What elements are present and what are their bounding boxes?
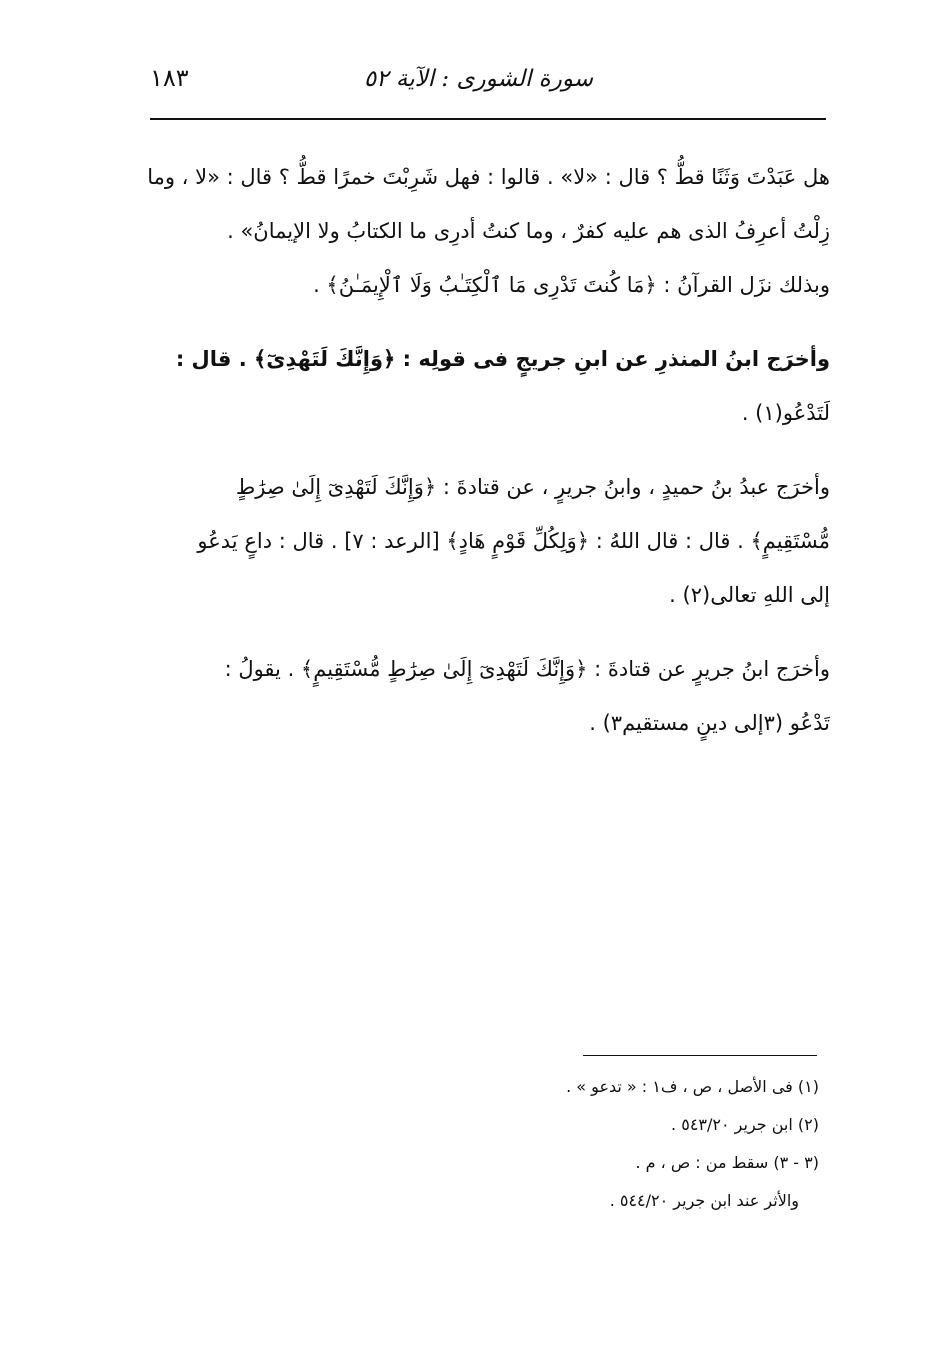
header-rule: [150, 118, 826, 120]
text-line: هل عَبَدْتَ وَثَنًا قطُّ ؟ قال : «لا» . قالوا : فهل شَرِبْتَ خمرًا قطُّ ؟ قال : «لا ، وما: [147, 165, 830, 189]
text-line: وبذلك نزَل القرآنُ : ﴿مَا كُنتَ تَدْرِى مَا ٱلْكِتَـٰبُ وَلَا ٱلْإِيمَـٰنُ﴾ .: [313, 273, 830, 297]
footnote-2: (٢) ابن جرير ٥٤٣/٢٠ .: [671, 1115, 819, 1134]
footnotes: [299, 1068, 819, 1220]
footnote-3: (٣ - ٣) سقط من : ص ، م .: [635, 1153, 819, 1172]
text-line: زِلْتُ أعرِفُ الذى هم عليه كفرٌ ، وما كنتُ أدرِى ما الكتابُ ولا الإيمانُ» .: [227, 219, 830, 243]
text-line: لَتَدْعُو(١) .: [741, 401, 830, 425]
text-line: وأخرَج ابنُ المنذرِ عن ابنِ جريجٍ فى قولِه : ﴿وَإِنَّكَ لَتَهْدِىٓ﴾ . قال :: [175, 347, 830, 371]
running-header: [150, 62, 825, 102]
text-line: مُّسْتَقِيمٍ﴾ . قال : قال اللهُ : ﴿وَلِكُلِّ قَوْمٍ هَادٍ﴾ [الرعد : ٧] . قال : داعٍ يَدعُو: [197, 529, 830, 553]
main-text: [142, 150, 830, 750]
paragraph-1: [142, 150, 830, 312]
page-number: ١٨٣: [150, 64, 189, 92]
text-line: وأخرَج عبدُ بنُ حميدٍ ، وابنُ جريرٍ ، عن قتادةَ : ﴿وَإِنَّكَ لَتَهْدِىٓ إِلَىٰ صِرَٰطٍ: [235, 475, 830, 499]
footnote-1: (١) فى الأصل ، ص ، ف١ : « تدعو » .: [566, 1077, 819, 1096]
paragraph-4: [142, 642, 830, 750]
text-line: إلى اللهِ تعالى(٢) .: [669, 583, 830, 607]
text-line: وأخرَج ابنُ جريرٍ عن قتادةَ : ﴿وَإِنَّكَ لَتَهْدِىٓ إِلَىٰ صِرَٰطٍ مُّسْتَقِيمٍ﴾ . يقولُ :: [224, 657, 830, 681]
running-title: سورة الشورى : الآية ٥٢: [363, 66, 593, 92]
footnote-3-continuation: والأثر عند ابن جرير ٥٤٤/٢٠ .: [609, 1191, 799, 1210]
paragraph-2: [142, 332, 830, 440]
paragraph-3: [142, 460, 830, 622]
footnote-rule: [583, 1055, 817, 1056]
text-line: تَدْعُو (٣إلى دينٍ مستقيم٣) .: [589, 711, 830, 735]
